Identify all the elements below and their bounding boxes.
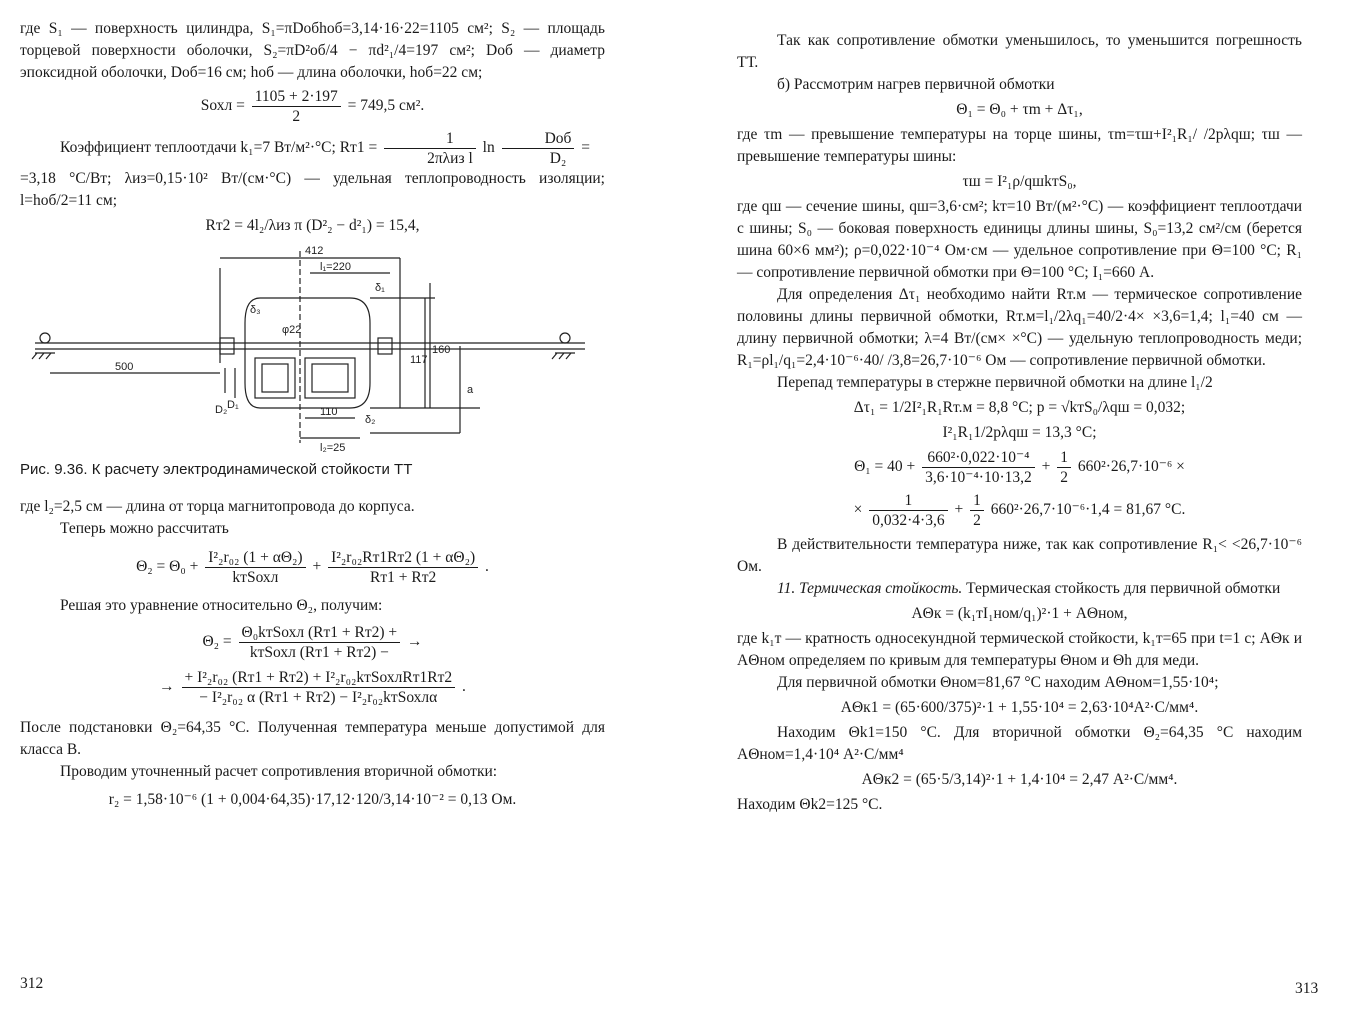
figure-caption: Рис. 9.36. К расчету электродинамической стойкости ТТ: [20, 461, 413, 478]
fraction: $\frac{1105 + 2\cdot 197}{2}$: [252, 87, 341, 126]
equation-solution-cont: → $\frac{\text{+ I²₂r₀₂ (Rт1 + Rт2) + I²₂r₀₂kтSохлRт1Rт2}}{\text{− I²₂r₀₂ α (Rт1 + Rт2) − I²₂r₀₂kтSохлα}}$ .: [159, 669, 466, 706]
equation-delta-tau: Δτ₁ = 1/2I²₁R₁Rт.м = 8,8 °С; p = √kтS₀/λqш = 0,032;: [853, 399, 1186, 416]
diagram-dimension-label: 160: [432, 344, 451, 356]
diagram-dimension-label: 117: [410, 354, 428, 366]
left-column: [20, 18, 605, 814]
diagram-dimension-label: δ₁: [375, 282, 385, 294]
equation-a-k1: AΘк1 = (65·600/375)²·1 + 1,55·10⁴ = 2,63·10⁴А²·С/мм⁴.: [840, 699, 1199, 716]
equation-r2: r₂ = 1,58·10⁻⁶ (1 + 0,004·64,35)·17,12·120/3,14·10⁻² = 0,13 Ом.: [108, 791, 517, 808]
paragraph: Решая это уравнение относительно Θ₂, получим:: [60, 597, 383, 614]
diagram-dimension-label: 412: [305, 245, 324, 257]
equation-a-k2: AΘк2 = (65·5/3,14)²·1 + 1,4·10⁴ = 2,47 А²·С/мм⁴.: [861, 771, 1178, 788]
paragraph: В действительности температура ниже, так как сопротивление R₁< <26,7·10⁻⁶ Ом.: [737, 536, 1302, 575]
paragraph-coefficient: Коэффициент теплоотдачи k₁=7 Вт/м²·°С; Rт1 = $\frac{1}{\text{2πλиз l}}$ ln $\frac{\text{Dоб}}{\text{D₂}}$ =: [60, 130, 591, 167]
equation-rt2: Rт2 = 4l₂/λиз π (D²₂ − d²₁) = 15,4,: [205, 217, 420, 234]
page-number: 313: [1295, 980, 1319, 997]
equation-theta1-value: Θ₁ = 40 + $\frac{\text{660²·0,022·10⁻⁴}}{\text{3,6·10⁻⁴·10·13,2}}$ + $\frac{1}{2}$ 660²·26,7·10⁻⁶ ×: [854, 449, 1185, 486]
transformer-diagram: [20, 243, 605, 453]
diagram-dimension-label: a: [467, 384, 474, 396]
equation-s-ohl: Sохл = $\frac{1105 + 2\cdot 197}{2}$ = 749,5 см².: [200, 88, 425, 125]
page-number: 312: [20, 975, 44, 992]
paragraph: Проводим уточненный расчет сопротивления вторичной обмотки:: [60, 763, 498, 780]
diagram-dimension-label: 110: [320, 406, 338, 418]
fraction: $\frac{\text{Dоб}}{\text{D₂}}$: [502, 129, 575, 168]
paragraph: где k₁т — кратность односекундной термической стойкости, k₁т=65 при t=1 с; AΘк и AΘном определяем по кривым для температуры Θном и Θh для меди.: [737, 630, 1302, 669]
diagram-dimension-label: l₁=220: [320, 261, 351, 273]
paragraph: где τm — превышение температуры на торце шины, τm=τш+I²₁R₁/ /2pλqш; τш — превышение температуры шины:: [737, 126, 1302, 165]
paragraph: б) Рассмотрим нагрев первичной обмотки: [777, 76, 1055, 93]
paragraph: Перепад температуры в стержне первичной обмотки на длине l₁/2: [777, 374, 1213, 391]
diagram-dimension-label: D₁: [227, 399, 239, 411]
diagram-dimension-label: 500: [115, 361, 134, 373]
equation-solution: Θ₂ = $\frac{\text{Θ₀kтSохл (Rт1 + Rт2) +}}{\text{kтSохл (Rт1 + Rт2) −}}$ →: [202, 624, 423, 661]
diagram-dimension-label: δ₃: [250, 304, 261, 316]
equation-theta1-value-cont: × $\frac{1}{0,032\cdot 4\cdot 3,6}$ + $\frac{1}{2}$ 660²·26,7·10⁻⁶·1,4 = 81,67 °С.: [853, 492, 1186, 529]
equation-tau-sh: τш = I²₁ρ/qшkтS₀,: [962, 173, 1077, 190]
right-page: [675, 0, 1350, 1013]
paragraph: где qш — сечение шины, qш=3,6·см²; kт=10 Вт/(м²·°С) — коэффициент теплоотдачи с шины; S₀ — боковая поверхность единицы длины шины, S₀=13,2 см²/см (берется шина 60×6 мм²); ρ=0,022·10⁻⁴ Ом·см — удельное сопротивление при Θ=100 °С; R₁ — сопротивление первичной обмотки при Θ=100 °С; I₁=660 А.: [737, 198, 1302, 281]
equation-i1: I²₁R₁1/2pλqш = 13,3 °С;: [942, 424, 1097, 441]
equation-a-theta: AΘк = (k₁тI₁ном/q₁)²·1 + AΘном,: [911, 605, 1128, 622]
paragraph: =3,18 °С/Вт; λиз=0,15·10² Вт/(см·°С) — удельная теплопроводность изоляции; l=hоб/2=11 см;: [20, 170, 605, 209]
paragraph: где l₂=2,5 см — длина от торца магнитопровода до корпуса.: [20, 498, 415, 515]
paragraph: где S₁ — поверхность цилиндра, S₁=πDобhоб=3,14·16·22=1105 см²; S₂ — площадь торцевой поверхности оболочки, S₂=πD²об/4 − πd²₁/4=197 см²; Dоб — диаметр эпоксидной оболочки, Dоб=16 см; hоб — длина оболочки, hоб=22 см;: [20, 20, 605, 81]
paragraph: Теперь можно рассчитать: [60, 520, 229, 537]
paragraph: Для определения Δτ₁ необходимо найти Rт.м — термическое сопротивление половины длины первичной обмотки, Rт.м=l₁/2λq₁=40/2·4× ×3,6=1,4; l₁=40 см — длину первичной обмотки; λ=4 Вт/(см× ×°С) — удельную теплопроводность меди; R₁=ρl₁/q₁=2,4·10⁻⁶·40/ /3,8=26,7·10⁻⁶ Ом — сопротивление первичной обмотки.: [737, 286, 1302, 369]
diagram-dimension-label: D₂: [215, 404, 228, 416]
diagram-dimension-label: δ₂: [365, 414, 376, 426]
paragraph: Так как сопротивление обмотки уменьшилось, то уменьшится погрешность ТТ.: [737, 32, 1302, 71]
fraction: $\frac{1}{\text{2πλиз l}}$: [384, 129, 476, 168]
equation-theta2: Θ₂ = Θ₀ + $\frac{\text{I²₂r₀₂ (1 + αΘ₂)}}{\text{kтSохл}}$ + $\frac{\text{I²₂r₀₂Rт1Rт2 (1 + αΘ₂)}}{Rт1 + Rт2}$ .: [136, 549, 489, 586]
paragraph-thermal-stability: 11. Термическая стойкость. Термическая стойкость для первичной обмотки: [777, 580, 1281, 597]
paragraph: После подстановки Θ₂=64,35 °С. Полученная температура меньше допустимой для класса В.: [20, 719, 605, 758]
diagram-dimension-label: l₂=25: [320, 442, 346, 453]
paragraph: Находим Θk2=125 °С.: [737, 796, 883, 813]
right-column: [737, 30, 1302, 816]
diagram-dimension-label: φ22: [282, 324, 302, 336]
paragraph: Для первичной обмотки Θном=81,67 °С находим AΘном=1,55·10⁴;: [777, 674, 1219, 691]
paragraph: Находим Θk1=150 °С. Для вторичной обмотки Θ₂=64,35 °С находим AΘном=1,4·10⁴ А²·С/мм⁴: [737, 724, 1302, 763]
equation-theta1: Θ₁ = Θ₀ + τm + Δτ₁,: [956, 101, 1083, 118]
